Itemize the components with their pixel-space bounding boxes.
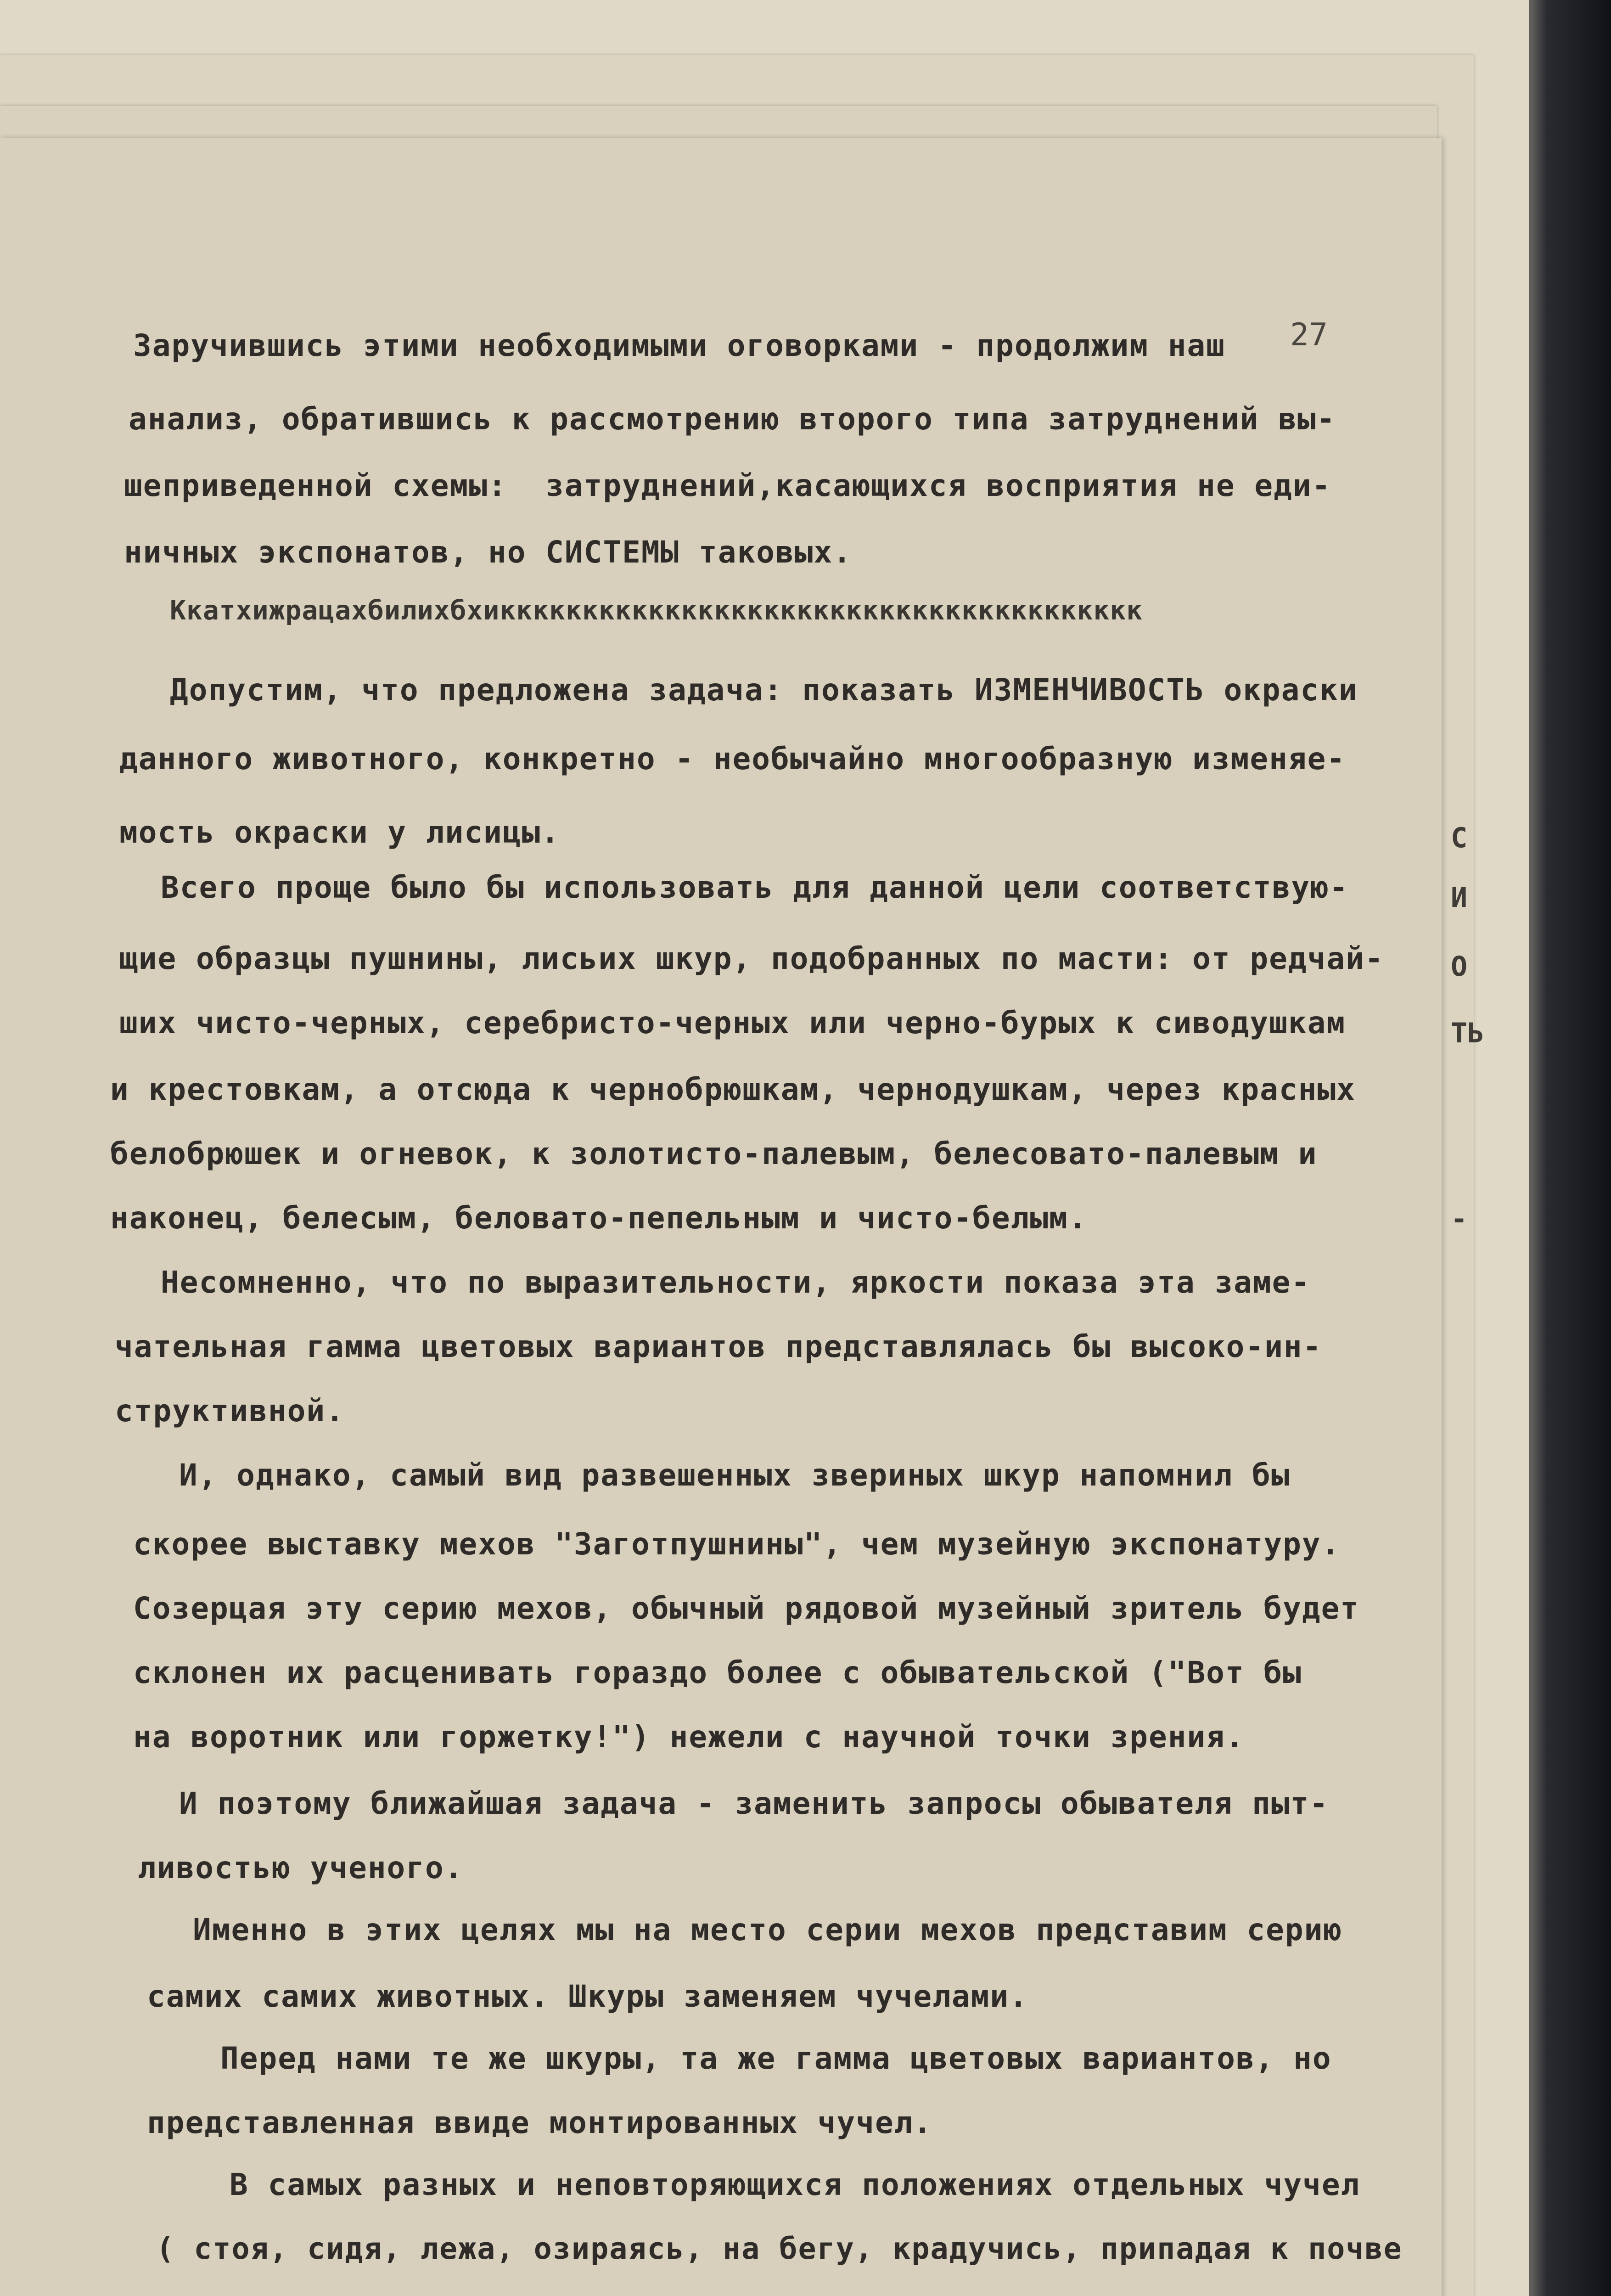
struck-out-line: Ккатхижрацахбилихбхиккккккккккккккккккккккккккккккккккккккк [170,595,1143,626]
text-line: Именно в этих целях мы на место серии мехов представим серию [193,1912,1343,1947]
text-line: ничных экспонатов, но СИСТЕМЫ таковых. [124,535,852,570]
text-line: Заручившись этими необходимыми оговорками - продолжим наш [133,328,1225,363]
text-line: мость окраски у лисицы. [119,815,560,850]
text-line: склонен их расценивать гораздо более с обывательской ("Вот бы [133,1655,1302,1690]
text-line: Перед нами те же шкуры, та же гамма цветовых вариантов, но [220,2041,1332,2076]
text-line: данного животного, конкретно - необычайно многообразную изменяе- [119,741,1346,777]
text-line: самих самих животных. Шкуры заменяем чучелами. [147,1979,1028,2014]
margin-mark: И [1451,882,1468,914]
text-line: белобрюшек и огневок, к золотисто-палевым, белесовато-палевым и [110,1136,1318,1171]
text-line: И, однако, самый вид развешенных звериных шкур напомнил бы [179,1458,1291,1493]
margin-mark: ТЬ [1451,1017,1484,1049]
text-line: наконец, белесым, беловато-пепельным и чисто-белым. [110,1200,1088,1236]
text-line: ливостью ученого. [138,1850,464,1885]
text-line: на воротник или горжетку!") нежели с научной точки зрения. [133,1719,1245,1755]
text-line: структивной. [115,1393,345,1429]
page-number: 27 [1290,317,1328,353]
text-line: представленная ввиде монтированных чучел. [147,2105,933,2140]
margin-mark: С [1451,822,1468,854]
text-line: анализ, обратившись к рассмотрению второго типа затруднений вы- [129,401,1336,437]
text-line: ших чисто-черных, серебристо-черных или черно-бурых к сиводушкам [119,1005,1346,1041]
text-line: и крестовкам, а отсюда к чернобрюшкам, чернодушкам, через красных [110,1072,1356,1107]
text-line: скорее выставку мехов "Заготпушнины", чем музейную экспонатуру. [133,1526,1341,1562]
text-line: Созерцая эту серию мехов, обычный рядовой музейный зритель будет [133,1591,1360,1626]
margin-mark: О [1451,951,1468,983]
text-line: чательная гамма цветовых вариантов представлялась бы высоко-ин- [115,1329,1322,1364]
text-line: Допустим, что предложена задача: показать ИЗМЕНЧИВОСТЬ окраски [170,672,1358,708]
text-line: В самых разных и неповторяющихся положениях отдельных чучел [230,2167,1360,2202]
text-line: И поэтому ближайшая задача - заменить запросы обывателя пыт- [179,1786,1329,1821]
text-line: щие образцы пушнины, лисьих шкур, подобранных по масти: от редчай- [119,941,1384,976]
text-line: Несомненно, что по выразительности, яркости показа эта заме- [161,1265,1311,1300]
margin-mark: - [1451,1203,1468,1235]
text-line: шеприведенной схемы: затруднений,касающихся восприятия не еди- [124,468,1331,503]
text-line: ( стоя, сидя, лежа, озираясь, на бегу, крадучись, припадая к почве [156,2232,1403,2266]
text-line: Всего проще было бы использовать для данной цели соответствую- [161,870,1349,905]
